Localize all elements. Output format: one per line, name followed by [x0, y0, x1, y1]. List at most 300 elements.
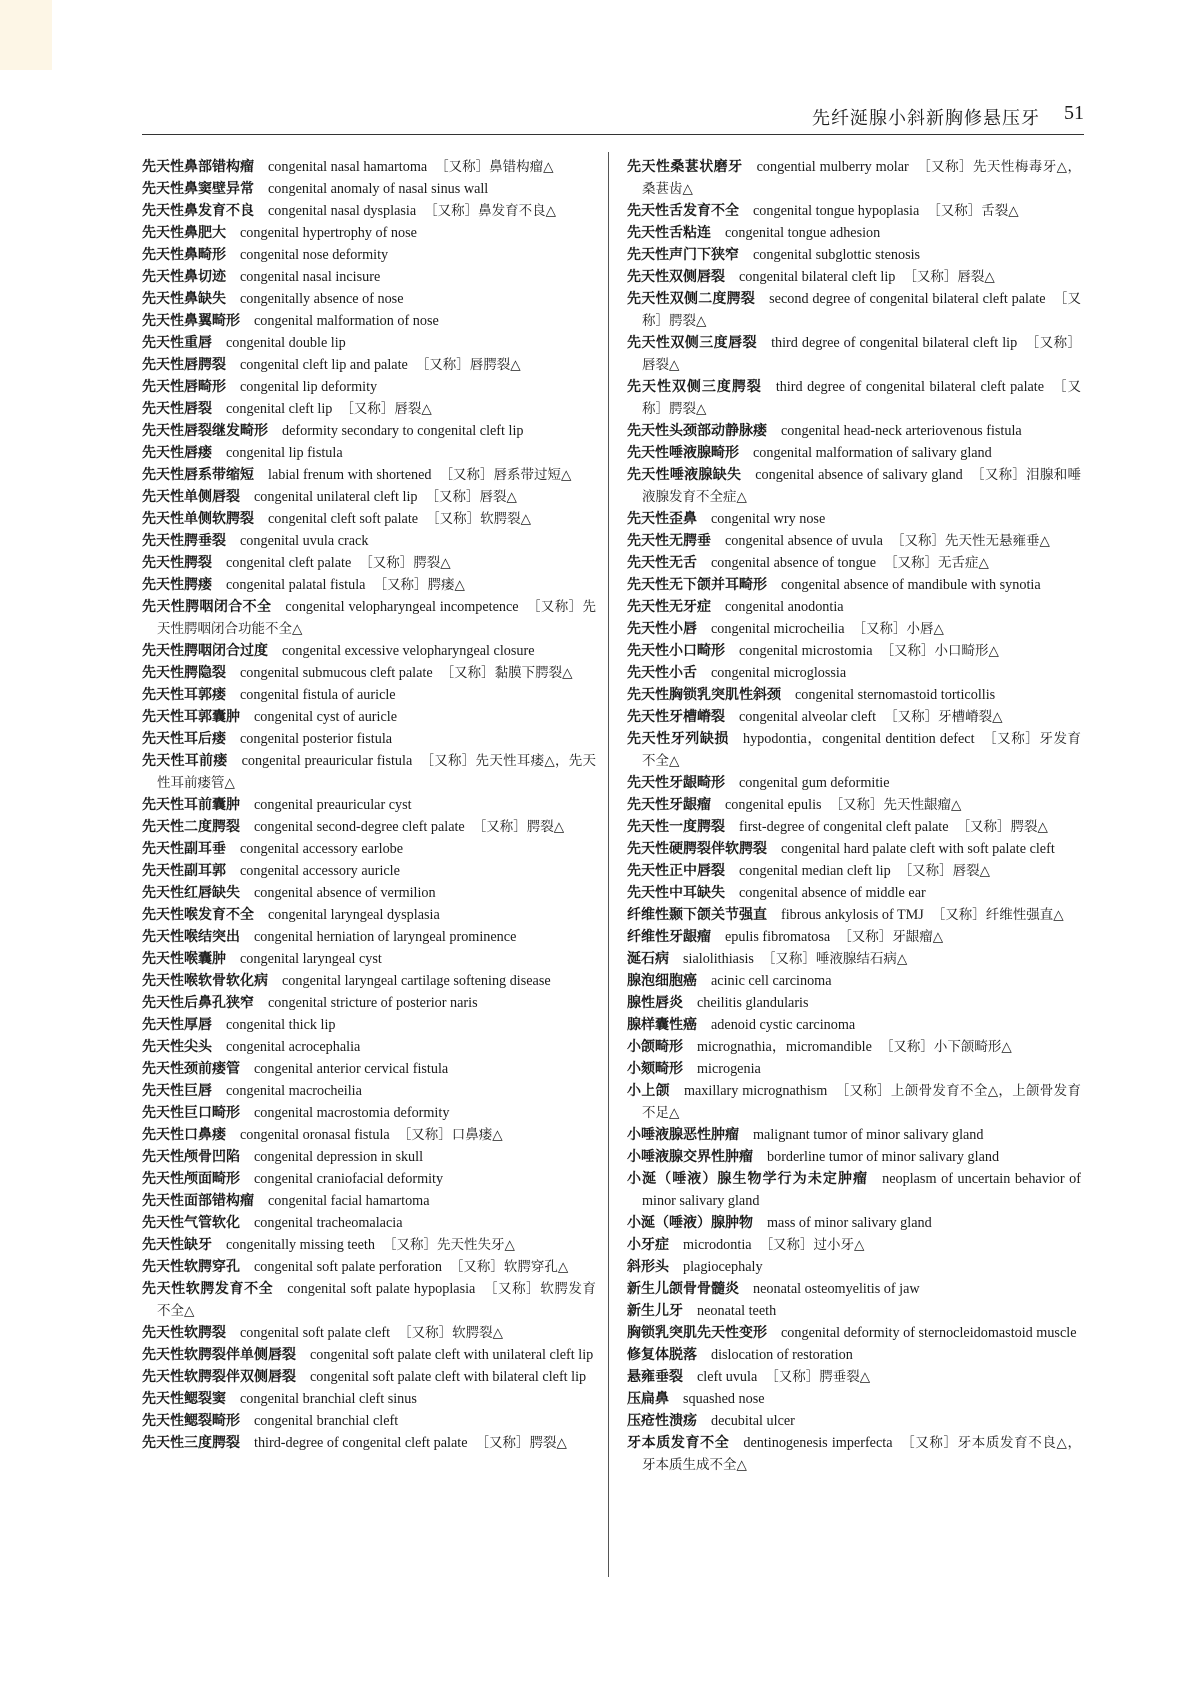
term-chinese: 先天性鼻窦壁异常	[142, 181, 254, 197]
term-english: congenital anodontia	[725, 599, 844, 615]
term-english: congenital absence of tongue	[711, 555, 877, 571]
term-chinese: 先天性小唇	[627, 621, 697, 637]
term-english: congenital cyst of auricle	[254, 709, 397, 725]
term-entry	[142, 1190, 596, 1212]
term-entry	[142, 420, 596, 442]
term-entry	[142, 508, 596, 530]
term-english: congenital second-degree cleft palate	[254, 819, 465, 835]
term-synonym: ［又称］腭裂△	[642, 291, 1082, 329]
term-chinese: 新生儿牙	[627, 1303, 683, 1319]
term-entry	[627, 288, 1081, 332]
term-chinese: 先天性气管软化	[142, 1215, 240, 1231]
term-synonym: ［又称］腭瘘△	[373, 577, 465, 593]
term-chinese: 先天性中耳缺失	[627, 885, 725, 901]
term-english: labial frenum with shortened	[268, 467, 432, 483]
term-entry	[142, 838, 596, 860]
term-chinese: 先天性面部错构瘤	[142, 1193, 254, 1209]
term-english: congenital absence of uvula	[725, 533, 883, 549]
term-english: congenital soft palate cleft	[240, 1325, 391, 1341]
term-entry	[627, 1278, 1081, 1300]
term-entry	[627, 1146, 1081, 1168]
term-english: microdontia	[683, 1237, 752, 1253]
term-english: congenitally absence of nose	[240, 291, 404, 307]
term-english: congenital tracheomalacia	[254, 1215, 403, 1231]
term-entry	[627, 904, 1081, 926]
term-chinese: 先天性鼻畸形	[142, 247, 226, 263]
term-chinese: 先天性声门下狭窄	[627, 247, 739, 263]
term-synonym: ［又称］唇腭裂△	[415, 357, 521, 373]
term-entry	[142, 750, 596, 794]
term-english: congenital unilateral cleft lip	[254, 489, 418, 505]
term-chinese: 先天性腭咽闭合过度	[142, 643, 268, 659]
term-chinese: 先天性唇腭裂	[142, 357, 226, 373]
term-synonym: ［又称］唇裂△	[898, 863, 991, 879]
term-english: congenital facial hamartoma	[268, 1193, 430, 1209]
term-entry	[142, 640, 596, 662]
term-english: congenital deformity of sternocleidomastoid muscle	[781, 1325, 1077, 1341]
term-english: congenital depression in skull	[254, 1149, 424, 1165]
term-chinese: 先天性小舌	[627, 665, 697, 681]
term-english: squashed nose	[683, 1391, 765, 1407]
term-entry	[142, 860, 596, 882]
term-entry	[627, 926, 1081, 948]
term-chinese: 腺性唇炎	[627, 995, 683, 1011]
term-chinese: 先天性耳前瘘	[142, 753, 228, 769]
term-english: congenital double lip	[226, 335, 346, 351]
term-entry	[627, 992, 1081, 1014]
term-english: congenital oronasal fistula	[240, 1127, 390, 1143]
term-english: malignant tumor of minor salivary gland	[753, 1127, 984, 1143]
term-entry	[142, 244, 596, 266]
term-synonym: ［又称］黏膜下腭裂△	[440, 665, 573, 681]
term-english: congenital nose deformity	[240, 247, 389, 263]
term-english: second degree of congenital bilateral cleft palate	[769, 291, 1046, 307]
term-entry	[142, 332, 596, 354]
corner-tint	[0, 0, 52, 70]
term-entry	[142, 904, 596, 926]
term-chinese: 先天性耳后瘘	[142, 731, 226, 747]
term-entry	[627, 1344, 1081, 1366]
term-english: congenital stricture of posterior naris	[268, 995, 478, 1011]
term-entry	[627, 332, 1081, 376]
term-chinese: 腺泡细胞癌	[627, 973, 697, 989]
term-synonym: ［又称］过小牙△	[759, 1237, 865, 1253]
term-chinese: 先天性一度腭裂	[627, 819, 725, 835]
term-entry	[627, 1256, 1081, 1278]
term-entry	[142, 1124, 596, 1146]
term-synonym: ［又称］唾液腺结石病△	[761, 951, 908, 967]
term-entry	[142, 1014, 596, 1036]
term-english: neonatal teeth	[697, 1303, 777, 1319]
term-english: cheilitis glandularis	[697, 995, 809, 1011]
term-english: maxillary micrognathism	[683, 1083, 828, 1099]
term-entry	[142, 1278, 596, 1322]
running-header	[142, 100, 1084, 135]
term-synonym: ［又称］牙龈瘤△	[838, 929, 944, 945]
term-chinese: 新生儿颌骨骨髓炎	[627, 1281, 739, 1297]
term-chinese: 先天性牙龈瘤	[627, 797, 711, 813]
term-chinese: 先天性双侧三度腭裂	[627, 379, 762, 395]
term-chinese: 胸锁乳突肌先天性变形	[627, 1325, 767, 1341]
term-chinese: 先天性喉囊肿	[142, 951, 226, 967]
term-chinese: 悬雍垂裂	[627, 1369, 683, 1385]
term-english: congenital microcheilia	[711, 621, 845, 637]
term-english: congenital accessory earlobe	[240, 841, 404, 857]
term-entry	[627, 596, 1081, 618]
term-entry	[627, 244, 1081, 266]
term-english: congenital branchial cleft sinus	[240, 1391, 417, 1407]
term-synonym: ［又称］唇裂△	[425, 489, 517, 505]
term-english: congenital wry nose	[711, 511, 826, 527]
term-english: congenital lip fistula	[226, 445, 343, 461]
term-english: congenital macrocheilia	[226, 1083, 362, 1099]
term-entry	[142, 1102, 596, 1124]
term-english: congenital alveolar cleft	[739, 709, 877, 725]
term-english: congenital head-neck arteriovenous fistula	[781, 423, 1022, 439]
term-chinese: 先天性双侧三度唇裂	[627, 335, 758, 351]
term-english: plagiocephaly	[683, 1259, 763, 1275]
term-entry	[627, 1124, 1081, 1146]
term-entry	[142, 486, 596, 508]
term-english: congenital branchial cleft	[254, 1413, 399, 1429]
term-entry	[142, 574, 596, 596]
term-entry	[627, 442, 1081, 464]
term-chinese: 小颏畸形	[627, 1061, 683, 1077]
term-english: congenitally missing teeth	[226, 1237, 375, 1253]
term-chinese: 小牙症	[627, 1237, 669, 1253]
term-english: congenital craniofacial deformity	[254, 1171, 444, 1187]
term-entry	[142, 552, 596, 574]
term-entry	[627, 552, 1081, 574]
term-english: congenital velopharyngeal incompetence	[285, 599, 519, 615]
term-english: congenital hard palate cleft with soft palate cleft	[781, 841, 1055, 857]
term-chinese: 先天性桑葚状磨牙	[627, 159, 743, 175]
term-english: congenital preauricular cyst	[254, 797, 412, 813]
term-english: congenital cleft lip and palate	[240, 357, 408, 373]
term-chinese: 先天性舌发育不全	[627, 203, 739, 219]
term-english: congenital posterior fistula	[240, 731, 393, 747]
term-chinese: 先天性胸锁乳突肌性斜颈	[627, 687, 781, 703]
term-synonym: ［又称］唇裂△	[642, 335, 1082, 373]
term-chinese: 先天性口鼻瘘	[142, 1127, 226, 1143]
term-entry	[627, 662, 1081, 684]
term-entry	[627, 200, 1081, 222]
term-entry	[142, 1080, 596, 1102]
page-number: 51	[1064, 102, 1084, 124]
term-english: congenital palatal fistula	[226, 577, 366, 593]
term-entry	[627, 794, 1081, 816]
term-chinese: 先天性无牙症	[627, 599, 711, 615]
term-chinese: 修复体脱落	[627, 1347, 697, 1363]
term-english: acinic cell carcinoma	[711, 973, 832, 989]
term-english: congenital anterior cervical fistula	[254, 1061, 449, 1077]
term-entry	[627, 1058, 1081, 1080]
term-english: adenoid cystic carcinoma	[711, 1017, 856, 1033]
term-english: third-degree of congenital cleft palate	[254, 1435, 468, 1451]
term-english: fibrous ankylosis of TMJ	[781, 907, 924, 923]
term-synonym: ［又称］先天性梅毒牙△，桑葚齿△	[642, 159, 1081, 197]
term-synonym: ［又称］小下颌畸形△	[879, 1039, 1012, 1055]
term-entry	[627, 860, 1081, 882]
term-english: borderline tumor of minor salivary gland	[767, 1149, 1000, 1165]
term-entry	[142, 1234, 596, 1256]
term-entry	[627, 1014, 1081, 1036]
term-entry	[627, 816, 1081, 838]
term-chinese: 先天性副耳郭	[142, 863, 226, 879]
term-synonym: ［又称］牙发育不全△	[642, 731, 1082, 769]
term-chinese: 先天性唇裂	[142, 401, 212, 417]
term-english: congenital nasal hamartoma	[268, 159, 428, 175]
term-english: congenital tongue hypoplasia	[753, 203, 920, 219]
term-entry	[627, 684, 1081, 706]
term-entry	[627, 1080, 1081, 1124]
term-synonym: ［又称］牙本质发育不良△，牙本质生成不全△	[642, 1435, 1081, 1473]
term-entry	[142, 926, 596, 948]
term-entry	[142, 200, 596, 222]
term-chinese: 先天性三度腭裂	[142, 1435, 240, 1451]
term-chinese: 先天性鳃裂畸形	[142, 1413, 240, 1429]
term-english: congenital cleft palate	[226, 555, 352, 571]
term-chinese: 先天性唇裂继发畸形	[142, 423, 268, 439]
term-chinese: 先天性副耳垂	[142, 841, 226, 857]
term-english: congenital tongue adhesion	[725, 225, 881, 241]
term-chinese: 先天性颈前瘘管	[142, 1061, 240, 1077]
term-chinese: 先天性软腭裂伴单侧唇裂	[142, 1347, 296, 1363]
term-chinese: 先天性唇瘘	[142, 445, 212, 461]
term-chinese: 小唾液腺恶性肿瘤	[627, 1127, 739, 1143]
term-english: congenital malformation of nose	[254, 313, 439, 329]
term-english: congenital thick lip	[226, 1017, 336, 1033]
term-chinese: 先天性颅骨凹陷	[142, 1149, 240, 1165]
term-english: congenital gum deformitie	[739, 775, 890, 791]
term-entry	[142, 1058, 596, 1080]
term-entry	[142, 442, 596, 464]
term-chinese: 先天性厚唇	[142, 1017, 212, 1033]
term-english: mass of minor salivary gland	[767, 1215, 932, 1231]
term-chinese: 先天性鼻缺失	[142, 291, 226, 307]
term-entry	[142, 1036, 596, 1058]
term-entry	[142, 464, 596, 486]
term-chinese: 纤维性牙龈瘤	[627, 929, 711, 945]
term-chinese: 先天性腭裂	[142, 555, 212, 571]
term-entry	[627, 222, 1081, 244]
term-english: sialolithiasis	[683, 951, 754, 967]
term-entry	[627, 706, 1081, 728]
term-entry	[142, 1256, 596, 1278]
term-chinese: 小颌畸形	[627, 1039, 683, 1055]
term-english: congenital laryngeal cartilage softening disease	[282, 973, 551, 989]
term-entry	[142, 706, 596, 728]
term-chinese: 先天性无下颌并耳畸形	[627, 577, 767, 593]
term-english: congenital soft palate cleft with unilateral cleft lip	[310, 1347, 594, 1363]
term-entry	[142, 310, 596, 332]
term-english: congenital accessory auricle	[240, 863, 400, 879]
term-synonym: ［又称］腭裂△	[956, 819, 1048, 835]
term-entry	[142, 948, 596, 970]
term-chinese: 先天性唾液腺畸形	[627, 445, 739, 461]
term-entry	[142, 596, 596, 640]
term-chinese: 腺样囊性癌	[627, 1017, 697, 1033]
term-chinese: 小涎（唾液）腺肿物	[627, 1215, 753, 1231]
term-entry	[142, 222, 596, 244]
term-synonym: ［又称］牙槽嵴裂△	[884, 709, 1003, 725]
term-english: congenital lip deformity	[240, 379, 378, 395]
term-chinese: 先天性巨口畸形	[142, 1105, 240, 1121]
term-chinese: 先天性鼻翼畸形	[142, 313, 240, 329]
term-english: congenital subglottic stenosis	[753, 247, 921, 263]
term-chinese: 先天性单侧唇裂	[142, 489, 240, 505]
term-entry	[627, 970, 1081, 992]
term-chinese: 先天性巨唇	[142, 1083, 212, 1099]
term-synonym: ［又称］腭裂△	[642, 379, 1082, 417]
term-entry	[142, 662, 596, 684]
term-entry	[627, 882, 1081, 904]
term-entry	[627, 1168, 1081, 1212]
term-chinese: 先天性头颈部动静脉瘘	[627, 423, 767, 439]
term-chinese: 先天性腭垂裂	[142, 533, 226, 549]
term-chinese: 先天性腭瘘	[142, 577, 212, 593]
term-chinese: 先天性小口畸形	[627, 643, 725, 659]
term-english: congenital anomaly of nasal sinus wall	[268, 181, 489, 197]
term-synonym: ［又称］腭垂裂△	[765, 1369, 871, 1385]
term-entry	[627, 1036, 1081, 1058]
term-chinese: 先天性无腭垂	[627, 533, 711, 549]
term-english: congenital soft palate cleft with bilateral cleft lip	[310, 1369, 587, 1385]
term-synonym: ［又称］唇裂△	[903, 269, 995, 285]
term-english: neonatal osteomyelitis of jaw	[753, 1281, 920, 1297]
term-chinese: 先天性唇畸形	[142, 379, 226, 395]
term-english: congenital absence of mandibule with synotia	[781, 577, 1041, 593]
term-chinese: 先天性腭隐裂	[142, 665, 226, 681]
term-english: deformity secondary to congenital cleft lip	[282, 423, 524, 439]
term-entry	[142, 1322, 596, 1344]
left-column	[142, 156, 596, 1454]
term-chinese: 先天性耳前囊肿	[142, 797, 240, 813]
term-chinese: 小涎（唾液）腺生物学行为未定肿瘤	[627, 1171, 869, 1187]
term-chinese: 先天性牙槽嵴裂	[627, 709, 725, 725]
term-english: congenital malformation of salivary gland	[753, 445, 992, 461]
term-synonym: ［又称］上颌骨发育不全△，上颌骨发育不足△	[642, 1083, 1082, 1121]
term-english: congenital macrostomia deformity	[254, 1105, 450, 1121]
term-chinese: 先天性喉发育不全	[142, 907, 254, 923]
term-english: congenital laryngeal cyst	[240, 951, 382, 967]
term-english: micrognathia，micromandible	[697, 1039, 872, 1055]
term-entry	[142, 266, 596, 288]
term-entry	[142, 1432, 596, 1454]
term-synonym: ［又称］腭裂△	[472, 819, 565, 835]
term-entry	[142, 1388, 596, 1410]
term-entry	[627, 1366, 1081, 1388]
term-synonym: ［又称］软腭裂△	[426, 511, 531, 527]
term-english: microgenia	[697, 1061, 761, 1077]
term-chinese: 先天性耳郭瘘	[142, 687, 226, 703]
term-chinese: 先天性耳郭囊肿	[142, 709, 240, 725]
term-synonym: ［又称］鼻错构瘤△	[435, 159, 554, 175]
term-english: congenital soft palate perforation	[254, 1259, 442, 1275]
term-entry	[627, 1212, 1081, 1234]
term-synonym: ［又称］软腭发育不全△	[157, 1281, 597, 1319]
column-divider	[608, 152, 609, 1577]
term-chinese: 先天性牙列缺损	[627, 731, 729, 747]
term-chinese: 先天性鼻部错构瘤	[142, 159, 254, 175]
term-chinese: 先天性鼻肥大	[142, 225, 226, 241]
term-chinese: 先天性缺牙	[142, 1237, 212, 1253]
term-entry	[627, 508, 1081, 530]
term-chinese: 先天性红唇缺失	[142, 885, 240, 901]
term-entry	[142, 1168, 596, 1190]
term-entry	[627, 574, 1081, 596]
term-synonym: ［又称］小唇△	[852, 621, 944, 637]
term-english: congenital nasal incisure	[240, 269, 381, 285]
term-chinese: 先天性后鼻孔狭窄	[142, 995, 254, 1011]
term-chinese: 压疮性溃疡	[627, 1413, 697, 1429]
term-chinese: 先天性软腭发育不全	[142, 1281, 274, 1297]
term-chinese: 先天性二度腭裂	[142, 819, 240, 835]
term-entry	[627, 772, 1081, 794]
term-synonym: ［又称］小口畸形△	[880, 643, 999, 659]
term-chinese: 先天性软腭穿孔	[142, 1259, 240, 1275]
term-chinese: 牙本质发育不全	[627, 1435, 730, 1451]
term-chinese: 先天性颅面畸形	[142, 1171, 240, 1187]
term-entry	[142, 684, 596, 706]
term-entry	[142, 882, 596, 904]
term-english: congenital microstomia	[739, 643, 873, 659]
term-chinese: 先天性双侧二度腭裂	[627, 291, 756, 307]
term-entry	[142, 816, 596, 838]
term-entry	[627, 530, 1081, 552]
term-chinese: 先天性喉结突出	[142, 929, 240, 945]
term-entry	[142, 288, 596, 310]
term-chinese: 先天性无舌	[627, 555, 697, 571]
term-english: cleft uvula	[697, 1369, 758, 1385]
term-synonym: ［又称］无舌症△	[884, 555, 989, 571]
term-english: dislocation of restoration	[711, 1347, 853, 1363]
term-chinese: 先天性正中唇裂	[627, 863, 725, 879]
term-english: congenital microglossia	[711, 665, 847, 681]
term-entry	[142, 530, 596, 552]
term-english: congenital uvula crack	[240, 533, 369, 549]
term-synonym: ［又称］先天性耳瘘△，先天性耳前瘘管△	[157, 753, 597, 791]
term-english: congenital herniation of laryngeal prominence	[254, 929, 517, 945]
term-chinese: 先天性软腭裂	[142, 1325, 226, 1341]
term-entry	[142, 728, 596, 750]
term-entry	[142, 1146, 596, 1168]
term-entry	[142, 156, 596, 178]
term-entry	[627, 266, 1081, 288]
term-synonym: ［又称］纤维性强直△	[931, 907, 1064, 923]
term-entry	[627, 1234, 1081, 1256]
term-chinese: 压扁鼻	[627, 1391, 669, 1407]
term-english: congential mulberry molar	[756, 159, 909, 175]
term-synonym: ［又称］鼻发育不良△	[424, 203, 557, 219]
term-chinese: 先天性鼻发育不良	[142, 203, 254, 219]
term-entry	[627, 1322, 1081, 1344]
term-entry	[627, 1300, 1081, 1322]
term-synonym: ［又称］软腭穿孔△	[449, 1259, 569, 1275]
term-entry	[142, 1366, 596, 1388]
term-english: congenital excessive velopharyngeal closure	[282, 643, 535, 659]
term-entry	[627, 420, 1081, 442]
term-chinese: 先天性牙龈畸形	[627, 775, 725, 791]
term-entry	[627, 948, 1081, 970]
term-entry	[142, 1344, 596, 1366]
term-entry	[627, 640, 1081, 662]
term-entry	[627, 728, 1081, 772]
term-chinese: 小唾液腺交界性肿瘤	[627, 1149, 753, 1165]
term-entry	[627, 156, 1081, 200]
term-english: congenital cleft soft palate	[268, 511, 419, 527]
term-english: congenital laryngeal dysplasia	[268, 907, 440, 923]
